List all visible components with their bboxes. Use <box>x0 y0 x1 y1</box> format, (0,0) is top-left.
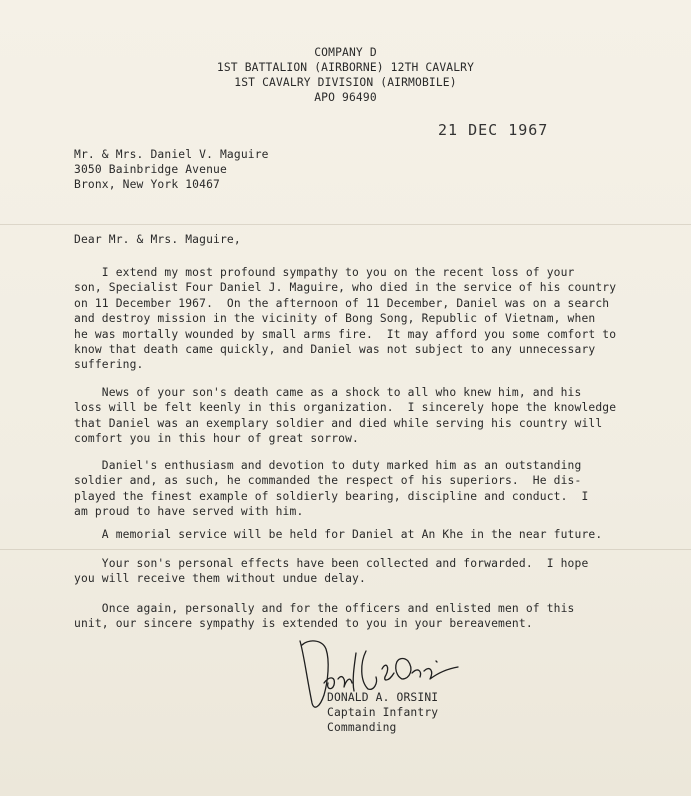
letter-date-stamp: 21 DEC 1967 <box>438 121 549 139</box>
body-paragraph-line: played the finest example of soldierly bearing, discipline and conduct. I <box>74 489 589 503</box>
recipient-name: Mr. & Mrs. Daniel V. Maguire <box>74 148 269 161</box>
body-paragraph-line: you will receive them without undue delay. <box>74 572 366 586</box>
body-paragraph-line: Your son's personal effects have been collected and forwarded. I hope <box>74 557 589 570</box>
body-paragraph-line: Once again, personally and for the officers and enlisted men of this <box>74 602 575 615</box>
body-paragraph-line: Daniel's enthusiasm and devotion to duty marked him as an outstanding <box>74 459 582 472</box>
body-paragraph-line: A memorial service will be held for Daniel at An Khe in the near future. <box>74 528 603 541</box>
body-paragraph-line: suffering. <box>74 358 144 372</box>
handwritten-signature <box>290 633 470 713</box>
body-paragraph-line: News of your son's death came as a shock to all who knew him, and his <box>74 386 582 399</box>
body-paragraph-line: and destroy mission in the vicinity of Bong Song, Republic of Vietnam, when <box>74 312 596 326</box>
paper-fold-line <box>0 224 691 225</box>
paper-fold-line <box>0 549 691 550</box>
body-paragraph-line: on 11 December 1967. On the afternoon of 11 December, Daniel was on a search <box>74 296 610 310</box>
salutation: Dear Mr. & Mrs. Maguire, <box>74 233 241 246</box>
body-paragraph-line: know that death came quickly, and Daniel was not subject to any unnecessary <box>74 343 596 356</box>
signer-name: DONALD A. ORSINI <box>327 691 439 704</box>
recipient-street: 3050 Bainbridge Avenue <box>74 163 227 176</box>
letterhead-company: COMPANY D <box>314 46 377 59</box>
body-paragraph-line: unit, our sincere sympathy is extended to you in your bereavement. <box>74 617 533 631</box>
signer-title: Captain Infantry <box>327 706 439 719</box>
letterhead-division: 1ST CAVALRY DIVISION (AIRMOBILE) <box>234 76 457 89</box>
body-paragraph-line: comfort you in this hour of great sorrow. <box>74 432 360 446</box>
body-paragraph-line: that Daniel was an exemplary soldier and died while serving his country will <box>74 416 603 430</box>
signer-role: Commanding <box>327 721 397 734</box>
body-paragraph-line: son, Specialist Four Daniel J. Maguire, who died in the service of his country <box>74 281 617 295</box>
recipient-city: Bronx, New York 10467 <box>74 178 220 191</box>
body-paragraph-line: soldier and, as such, he commanded the respect of his superiors. He dis- <box>74 474 582 488</box>
body-paragraph-line: loss will be felt keenly in this organization. I sincerely hope the knowledge <box>74 401 617 415</box>
letterhead-apo: APO 96490 <box>314 91 377 104</box>
body-paragraph-line: I extend my most profound sympathy to you on the recent loss of your <box>74 266 575 279</box>
body-paragraph-line: he was mortally wounded by small arms fire. It may afford you some comfort to <box>74 327 617 341</box>
body-paragraph-line: am proud to have served with him. <box>74 505 304 519</box>
letterhead-battalion: 1ST BATTALION (AIRBORNE) 12TH CAVALRY <box>216 61 475 74</box>
